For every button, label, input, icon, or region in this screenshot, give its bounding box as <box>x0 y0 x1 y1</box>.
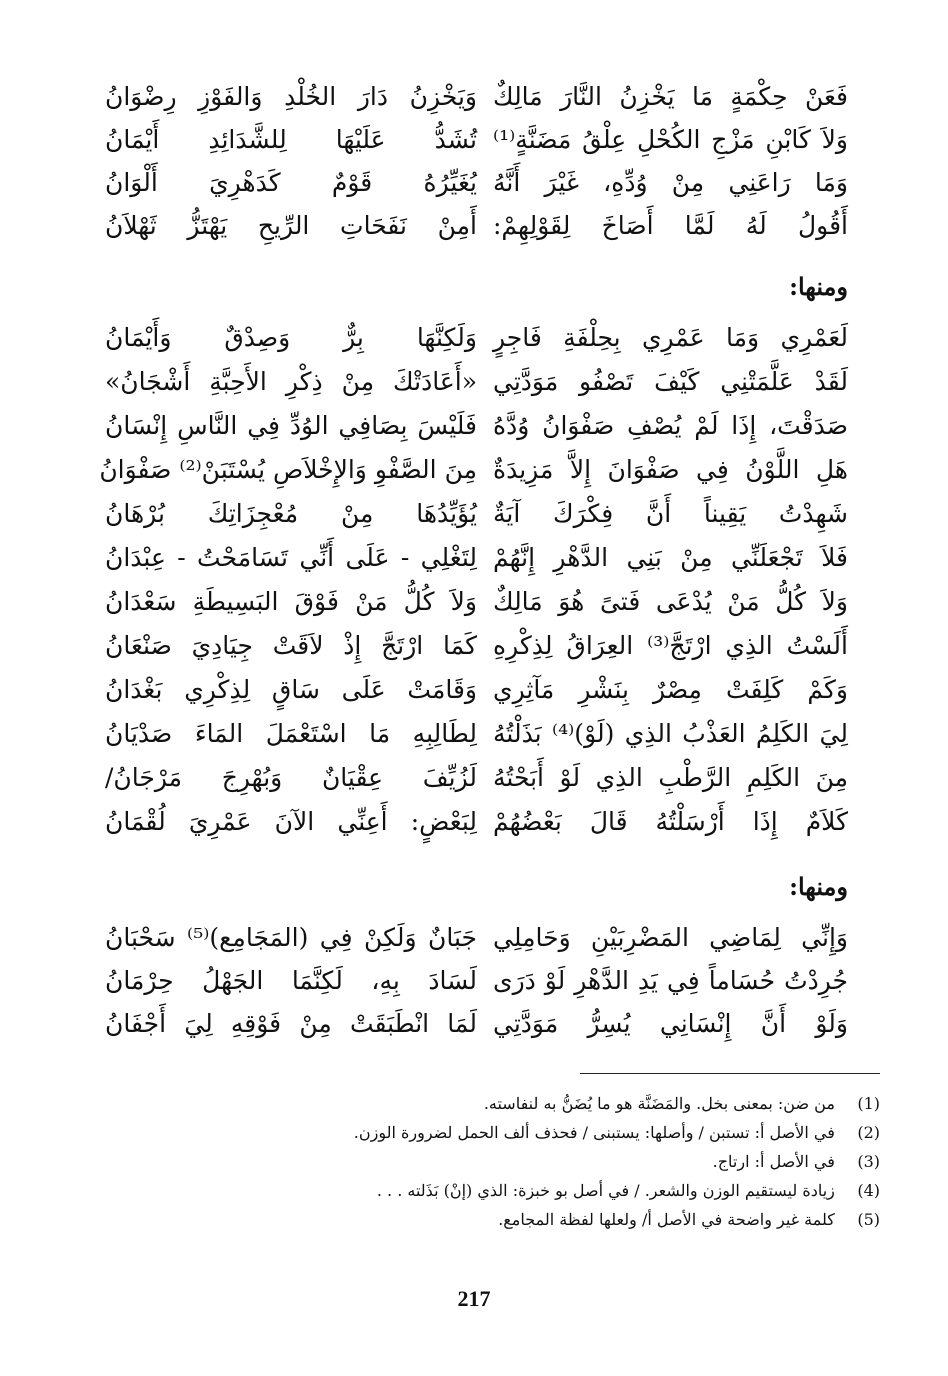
hemistich-first: وَمَا رَاعَنِي مِنْ وُدِّهِ، غَيْرَ أَنَّهُ <box>493 168 848 197</box>
footnote-number: (5) <box>857 1210 880 1229</box>
hemistich-second: وَلَكِنَّهَا بِرٌّ وَصِدْقٌ وَأَيْمَانُ <box>105 323 477 352</box>
hemistich-first: وَلَوْ أَنَّ إِنْسَانِي يُسِرُّ مَوَدَّتِي <box>493 1009 848 1038</box>
footnote-text: زيادة ليستقيم الوزن والشعر. / في أصل بو خبزة: الذي (إنْ) بَذَلته . . . <box>376 1181 835 1200</box>
hemistich-second: لَزُيِّفَ عِقْيَانٌ وَبُهْرِجَ مَرْجَانُ/ <box>105 763 477 792</box>
footnote-number: (3) <box>857 1152 880 1171</box>
hemistich-second: وَيَخْزِنُ دَارَ الخُلْدِ وَالفَوْزِ رِضْوَانُ <box>105 82 477 111</box>
section-heading: ومنها: <box>789 872 848 901</box>
hemistich-second: وَلاَ كُلُّ مَنْ فَوْقَ البَسِيطَةِ سَعْدَانُ <box>105 587 477 616</box>
hemistich-second: وَقَامَتْ عَلَى سَاقٍ لِذِكْرِي بَغْدَانُ <box>105 675 477 704</box>
verse-line <box>105 318 848 362</box>
verse-line <box>99 450 848 494</box>
footnote-number: (4) <box>857 1181 880 1200</box>
section-heading: ومنها: <box>789 272 848 301</box>
footnote-number: (2) <box>857 1123 880 1142</box>
verse-line <box>105 206 848 250</box>
hemistich-second: جَبَانٌ وَلَكِنْ فِي (المَجَامِع)⁽⁵⁾ سَحْبَانُ <box>105 923 477 952</box>
footnote-number: (1) <box>857 1094 880 1113</box>
hemistich-first: لَعَمْرِي وَمَا عَمْرِي بِحِلْفَةِ فَاجِرٍ <box>493 323 848 352</box>
verse-line <box>105 802 848 846</box>
page-number: 217 <box>457 1286 491 1311</box>
footnote-text: في الأصل أ: تستبن / وأصلها: يستبنى / فحذف ألف الحمل لضرورة الوزن. <box>353 1123 835 1142</box>
verse-line <box>105 714 848 758</box>
hemistich-second: يُغَيِّرُهُ قَوْمٌ كَدَهْرِيَ أَلْوَانُ <box>105 168 477 197</box>
hemistich-second: تُشَدُّ عَلَيْهَا لِلشَّدَائِدِ أَيْمَانُ <box>105 125 477 154</box>
footnote <box>100 1147 880 1176</box>
verse-line <box>105 961 848 1005</box>
footnote-separator <box>580 1073 880 1074</box>
hemistich-first: وَلاَ كَابْنِ مَزْجِ الكُحْلِ عِلْقُ مَضَنَّةٍ⁽¹⁾ <box>493 125 848 154</box>
hemistich-second: مِنَ الصَّفْوِ وَالإِخْلاَصِ يُسْتَبَنْ⁽²⁾ صَفْوَانُ <box>99 455 477 484</box>
hemistich-first: جُرِدْتُ حُسَاماً فِي يَدِ الدَّهْرِ لَوْ دَرَى <box>493 966 848 995</box>
footnote <box>100 1176 880 1205</box>
hemistich-first: مِنَ الكَلِمِ الرَّطْبِ الذِي لَوْ أَبَحْتُهُ <box>493 763 848 792</box>
verse-line <box>105 163 848 207</box>
hemistich-first: أَلَسْتُ الذِي ارْتَجَّ⁽³⁾ العِرَاقُ لِذِكْرِهِ <box>493 631 848 660</box>
verse-line <box>105 406 848 450</box>
hemistich-first: أَقُولُ لَهُ لَمَّا أَصَاخَ لِقَوْلِهِمْ: <box>493 211 848 240</box>
hemistich-first: وَإِنِّي لِمَاضِي المَضْرِبَيْنِ وَحَامِلِي <box>493 923 848 952</box>
hemistich-first: فَعَنْ حِكْمَةٍ مَا يَخْزِنُ النَّارَ مَالِكٌ <box>493 82 848 111</box>
verse-line <box>105 670 848 714</box>
hemistich-second: أَمِنْ نَفَحَاتِ الرِّيحِ يَهْتَزُّ ثَهْلاَنُ <box>105 211 477 240</box>
hemistich-second: كَمَا ارْتَجَّ إِذْ لاَقَتْ جِيَادِيَ صَنْعَانُ <box>105 631 477 660</box>
footnote <box>100 1118 880 1147</box>
footnote <box>100 1205 880 1234</box>
verse-line <box>105 120 848 164</box>
footnote-text: من ضن: بمعنى بخل. والمَضَنَّة هو ما يُضَنُّ به لنفاسته. <box>483 1094 835 1113</box>
hemistich-second: لِطَالِبِهِ مَا اسْتَعْمَلَ المَاءَ صَدْيَانُ <box>105 719 477 748</box>
hemistich-second: لِتَغْلِي - عَلَى أَنِّي تَسَامَحْتُ - عِبْدَانُ <box>105 543 477 572</box>
hemistich-first: هَلِ اللَّوْنُ فِي صَفْوَانَ إِلاَّ مَزِيدَةٌ <box>493 455 848 484</box>
verse-line <box>105 626 848 670</box>
hemistich-second: يُؤَيِّدُهَا مِنْ مُعْجِزَاتِكَ بُرْهَانُ <box>105 499 477 528</box>
hemistich-second: لَسَادَ بِهِ، لَكِنَّمَا الجَهْلُ حِرْمَانُ <box>105 966 477 995</box>
footnotes <box>100 1089 880 1234</box>
hemistich-first: صَدَقْتَ، إِذَا لَمْ يُصْفِ صَفْوَانُ وُدَّهُ <box>493 411 848 440</box>
hemistich-first: كَلاَمٌ إِذَا أَرْسَلْتُهُ قَالَ بَعْضُهُمْ <box>493 807 848 836</box>
hemistich-first: فَلاَ تَجْعَلَنِّي مِنْ بَنِي الدَّهْرِ إِنَّهُمْ <box>493 543 848 572</box>
hemistich-second: لَمَا انْطَبَقَتْ مِنْ فَوْقِهِ لِيَ أَجْفَانُ <box>105 1009 477 1038</box>
hemistich-first: وَكَمْ كَلِفَتْ مِصْرٌ بِنَشْرِ مَآثِرِي <box>493 675 848 704</box>
verse-line <box>105 362 848 406</box>
verse-line <box>105 77 848 121</box>
hemistich-first: وَلاَ كُلُّ مَنْ يُدْعَى فَتىً هُوَ مَالِكٌ <box>493 587 848 616</box>
verse-line <box>105 758 848 802</box>
hemistich-first: شَهِدْتُ يَقِيناً أَنَّ فِكْرَكَ آيَةٌ <box>493 499 848 528</box>
footnote <box>100 1089 880 1118</box>
hemistich-first: لَقَدْ عَلَّمَتْنِي كَيْفَ تَصْفُو مَوَدَّتِي <box>493 367 848 396</box>
verse-line <box>105 918 848 962</box>
hemistich-first: لِيَ الكَلِمُ العَذْبُ الذِي (لَوْ)⁽⁴⁾ بَذَلْتُهُ <box>493 719 848 748</box>
verse-line <box>105 582 848 626</box>
verse-line <box>105 1004 848 1048</box>
hemistich-second: لِبَعْضٍ: أَعِنِّي الآنَ عَمْرِيَ لُقْمَانُ <box>105 807 477 836</box>
footnote-text: في الأصل أ: ارتاج. <box>712 1152 835 1171</box>
footnote-text: كلمة غير واضحة في الأصل أ/ ولعلها لفظة المجامع. <box>498 1210 835 1229</box>
verse-line <box>105 494 848 538</box>
hemistich-second: فَلَيْسَ بِصَافِي الوُدِّ فِي النَّاسِ إِنْسَانُ <box>105 411 477 440</box>
verse-line <box>105 538 848 582</box>
hemistich-second: «أَعَادَتْكَ مِنْ ذِكْرِ الأَحِبَّةِ أَشْجَانُ» <box>105 367 477 396</box>
